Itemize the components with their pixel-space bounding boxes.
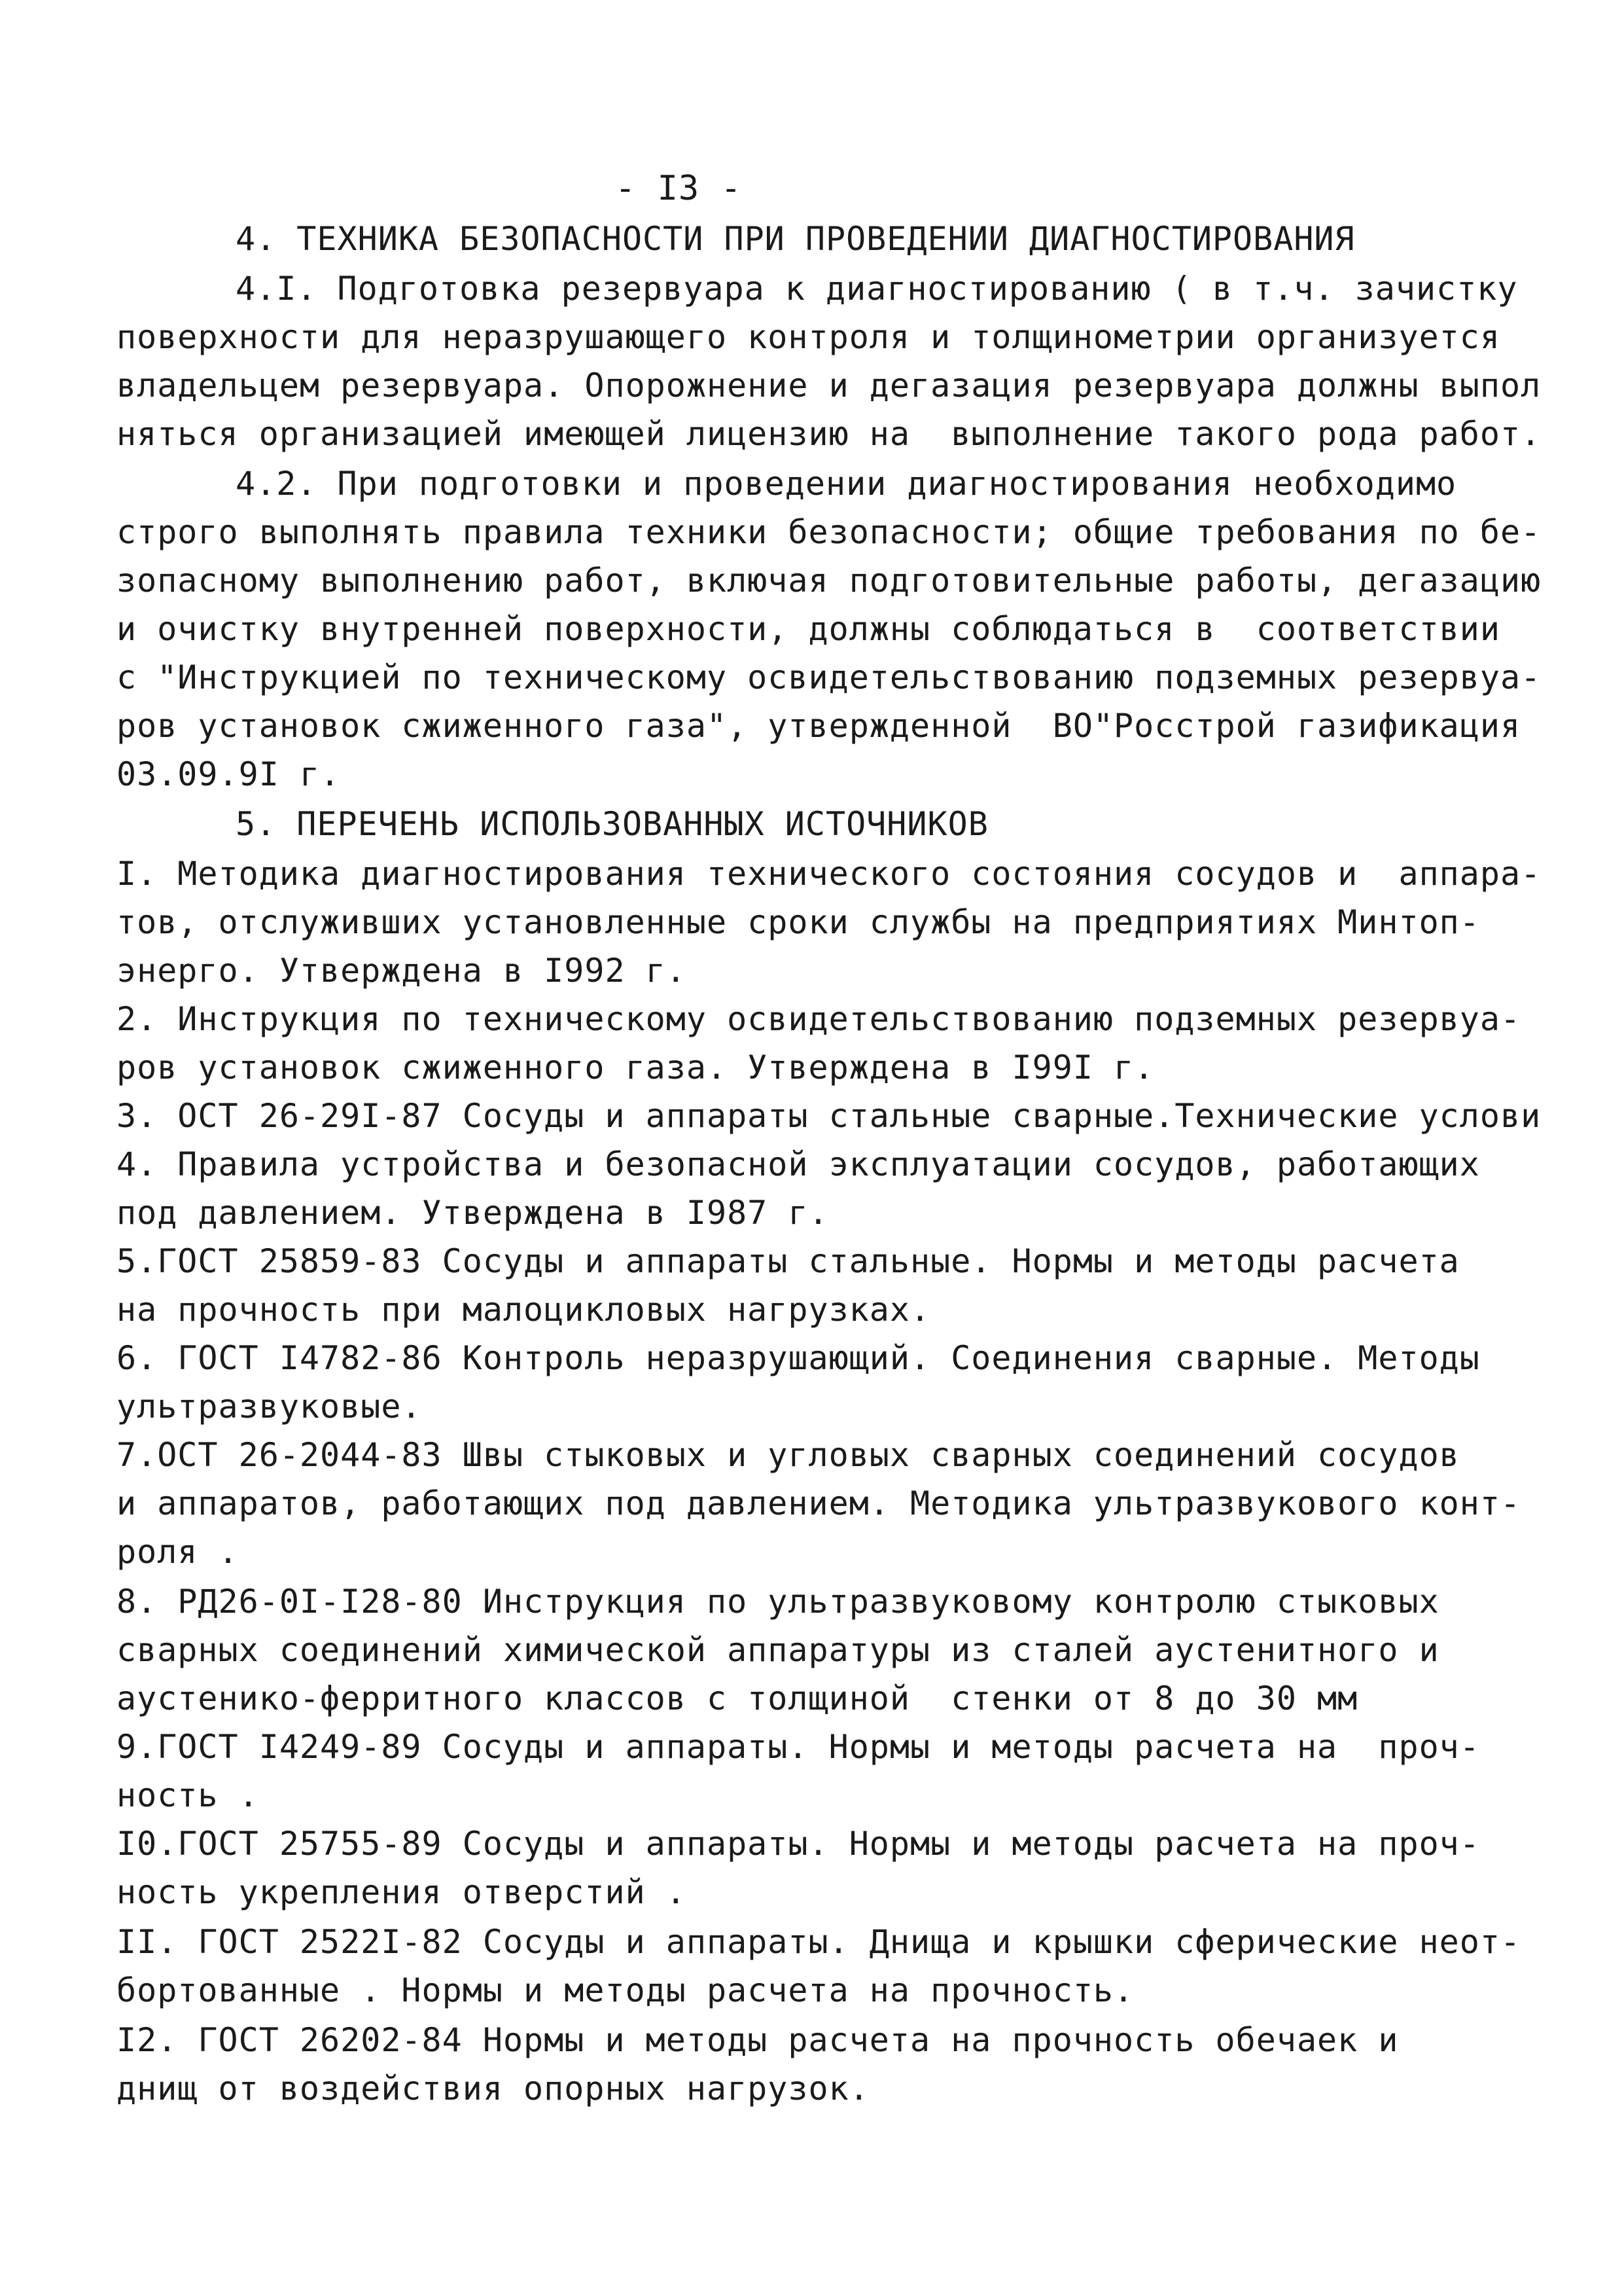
reference-line: 3. ОСТ 26-29I-87 Сосуды и аппараты стальные сварные.Технические услови: [116, 1097, 1542, 1135]
section4-p2-line: зопасному выполнению работ, включая подготовительные работы, дегазацию: [116, 562, 1542, 600]
reference-line: I2. ГОСТ 26202-84 Нормы и методы расчета на прочность обечаек и: [116, 2021, 1399, 2059]
reference-line: сварных соединений химической аппаратуры из сталей аустенитного и: [116, 1631, 1439, 1669]
section4-p1-line: владельцем резервуара. Опорожнение и дегазация резервуара должны выпол: [116, 367, 1542, 404]
reference-line: тов, отслуживших установленные сроки службы на предприятиях Минтоп-: [116, 903, 1480, 941]
section4-p2-line: 4.2. При подготовки и проведении диагностирования необходимо: [236, 465, 1457, 503]
reference-line: ность укрепления отверстий .: [116, 1873, 686, 1911]
section4-p1-line: няться организацией имеющей лицензию на выполнение такого рода работ.: [116, 415, 1542, 453]
reference-line: 4. Правила устройства и безопасной эксплуатации сосудов, работающих: [116, 1145, 1480, 1183]
reference-line: и аппаратов, работающих под давлением. Методика ультразвукового конт-: [116, 1484, 1521, 1522]
reference-line: днищ от воздействия опорных нагрузок.: [116, 2070, 870, 2108]
reference-line: роля .: [116, 1533, 239, 1571]
page-number: - I3 -: [615, 169, 742, 208]
section4-p1-line: поверхности для неразрушающего контроля и толщинометрии организуется: [116, 318, 1500, 356]
reference-line: I0.ГОСТ 25755-89 Сосуды и аппараты. Нормы и методы расчета на проч-: [116, 1825, 1480, 1863]
reference-line: 5.ГОСТ 25859-83 Сосуды и аппараты стальные. Нормы и методы расчета: [116, 1242, 1460, 1280]
reference-line: под давлением. Утверждена в I987 г.: [116, 1194, 829, 1232]
reference-line: бортованные . Нормы и методы расчета на прочность.: [116, 1971, 1135, 2009]
section5-heading: 5. ПЕРЕЧЕНЬ ИСПОЛЬЗОВАННЫХ ИСТОЧНИКОВ: [236, 805, 989, 843]
reference-line: на прочность при малоцикловых нагрузках.: [116, 1291, 931, 1329]
reference-line: аустенико-ферритного классов с толщиной стенки от 8 до 30 мм: [116, 1679, 1358, 1717]
section4-p2-line: ров установок сжиженного газа", утвержденной ВО"Росстрой газификация: [116, 707, 1521, 745]
reference-line: ность .: [116, 1776, 259, 1814]
section4-p1-line: 4.I. Подготовка резервуара к диагностированию ( в т.ч. зачистку: [236, 270, 1518, 308]
section4-p2-line: 03.09.9I г.: [116, 755, 341, 793]
section4-p2-line: строго выполнять правила техники безопасности; общие требования по бе-: [116, 513, 1542, 551]
reference-line: 8. РД26-0I-I28-80 Инструкция по ультразвуковому контролю стыковых: [116, 1583, 1439, 1621]
reference-line: ров установок сжиженного газа. Утверждена в I99I г.: [116, 1049, 1155, 1086]
reference-line: 9.ГОСТ I4249-89 Сосуды и аппараты. Нормы и методы расчета на проч-: [116, 1728, 1480, 1766]
reference-line: I. Методика диагностирования технического состояния сосудов и аппара-: [116, 855, 1542, 893]
reference-line: энерго. Утверждена в I992 г.: [116, 952, 686, 990]
section4-heading: 4. ТЕХНИКА БЕЗОПАСНОСТИ ПРИ ПРОВЕДЕНИИ ДИАГНОСТИРОВАНИЯ: [236, 220, 1355, 258]
section4-p2-line: и очистку внутренней поверхности, должны соблюдаться в соответствии: [116, 610, 1500, 648]
reference-line: 6. ГОСТ I4782-86 Контроль неразрушающий. Соединения сварные. Методы: [116, 1339, 1480, 1377]
reference-line: 7.ОСТ 26-2044-83 Швы стыковых и угловых сварных соединений сосудов: [116, 1436, 1460, 1474]
reference-line: II. ГОСТ 2522I-82 Сосуды и аппараты. Днища и крышки сферические неот-: [116, 1923, 1521, 1961]
reference-line: ультразвуковые.: [116, 1388, 422, 1426]
section4-p2-line: с "Инструкцией по техническому освидетельствованию подземных резервуа-: [116, 658, 1542, 696]
reference-line: 2. Инструкция по техническому освидетельствованию подземных резервуа-: [116, 1000, 1521, 1038]
